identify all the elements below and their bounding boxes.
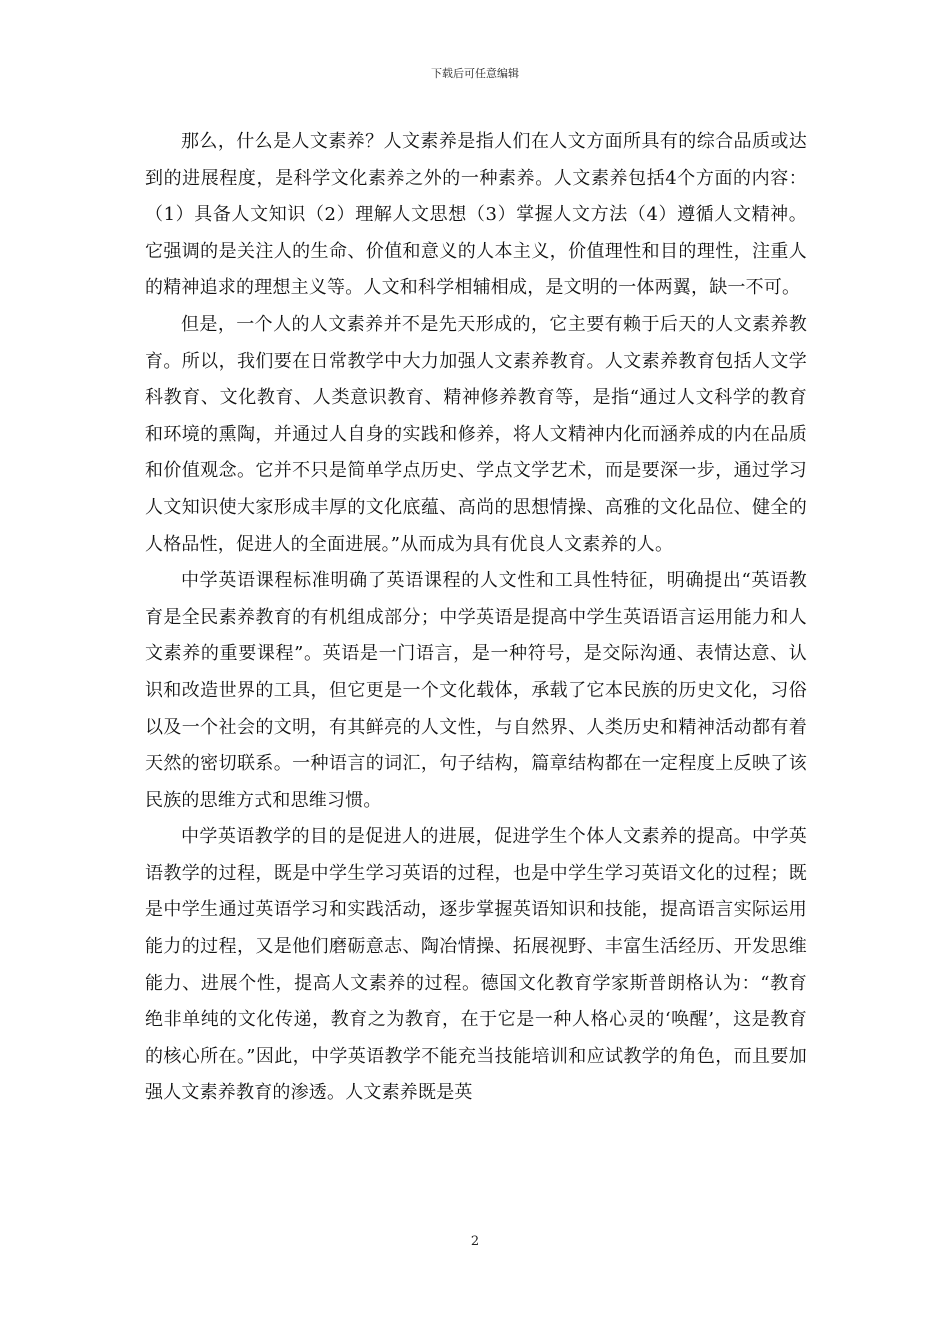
page-header: 下载后可任意编辑: [431, 67, 519, 80]
paragraph-1: 那么，什么是人文素养？人文素养是指人们在人文方面所具有的综合品质或达到的进展程度，是科学文化素养之外的一种素养。人文素养包括4个方面的内容：（1）具备人文知识（2）理解人文思想（3）掌握人文方法（4）遵循人文精神。它强调的是关注人的生命、价值和意义的人本主义，价值理性和目的理性，注重人的精神追求的理想主义等。人文和科学相辅相成，是文明的一体两翼，缺一不可。: [145, 131, 807, 299]
paragraph-2: 但是，一个人的人文素养并不是先天形成的，它主要有赖于后天的人文素养教育。所以，我们要在日常教学中大力加强人文素养教育。人文素养教育包括人文学科教育、文化教育、人类意识教育、精神修养教育等，是指“通过人文科学的教育和环境的熏陶，并通过人自身的实践和修养，将人文精神内化而涵养成的内在品质和价值观念。它并不只是简单学点历史、学点文学艺术，而是要深一步，通过学习人文知识使大家形成丰厚的文化底蕴、高尚的思想情操、高雅的文化品位、健全的人格品性，促进人的全面进展。”从而成为具有优良人文素养的人。: [145, 313, 807, 555]
paragraph-4: 中学英语教学的目的是促进人的进展，促进学生个体人文素养的提高。中学英语教学的过程，既是中学生学习英语的过程，也是中学生学习英语文化的过程；既是中学生通过英语学习和实践活动，逐步掌握英语知识和技能，提高语言实际运用能力的过程，又是他们磨砺意志、陶冶情操、拓展视野、丰富生活经历、开发思维能力、进展个性，提高人文素养的过程。德国文化教育学家斯普朗格认为：“教育绝非单纯的文化传递，教育之为教育，在于它是一种人格心灵的‘唤醒’，这是教育的核心所在。”因此，中学英语教学不能充当技能培训和应试教学的角色，而且要加强人文素养教育的渗透。人文素养既是英: [145, 826, 807, 1104]
document-body: [145, 124, 807, 1112]
page-number: 2: [470, 1234, 480, 1249]
paragraph-3: 中学英语课程标准明确了英语课程的人文性和工具性特征，明确提出“英语教育是全民素养教育的有机组成部分；中学英语是提高中学生英语语言运用能力和人文素养的重要课程”。英语是一门语言，是一种符号，是交际沟通、表情达意、认识和改造世界的工具，但它更是一个文化载体，承载了它本民族的历史文化，习俗以及一个社会的文明，有其鲜亮的人文性，与自然界、人类历史和精神活动都有着天然的密切联系。一种语言的词汇，句子结构，篇章结构都在一定程度上反映了该民族的思维方式和思维习惯。: [145, 570, 807, 811]
